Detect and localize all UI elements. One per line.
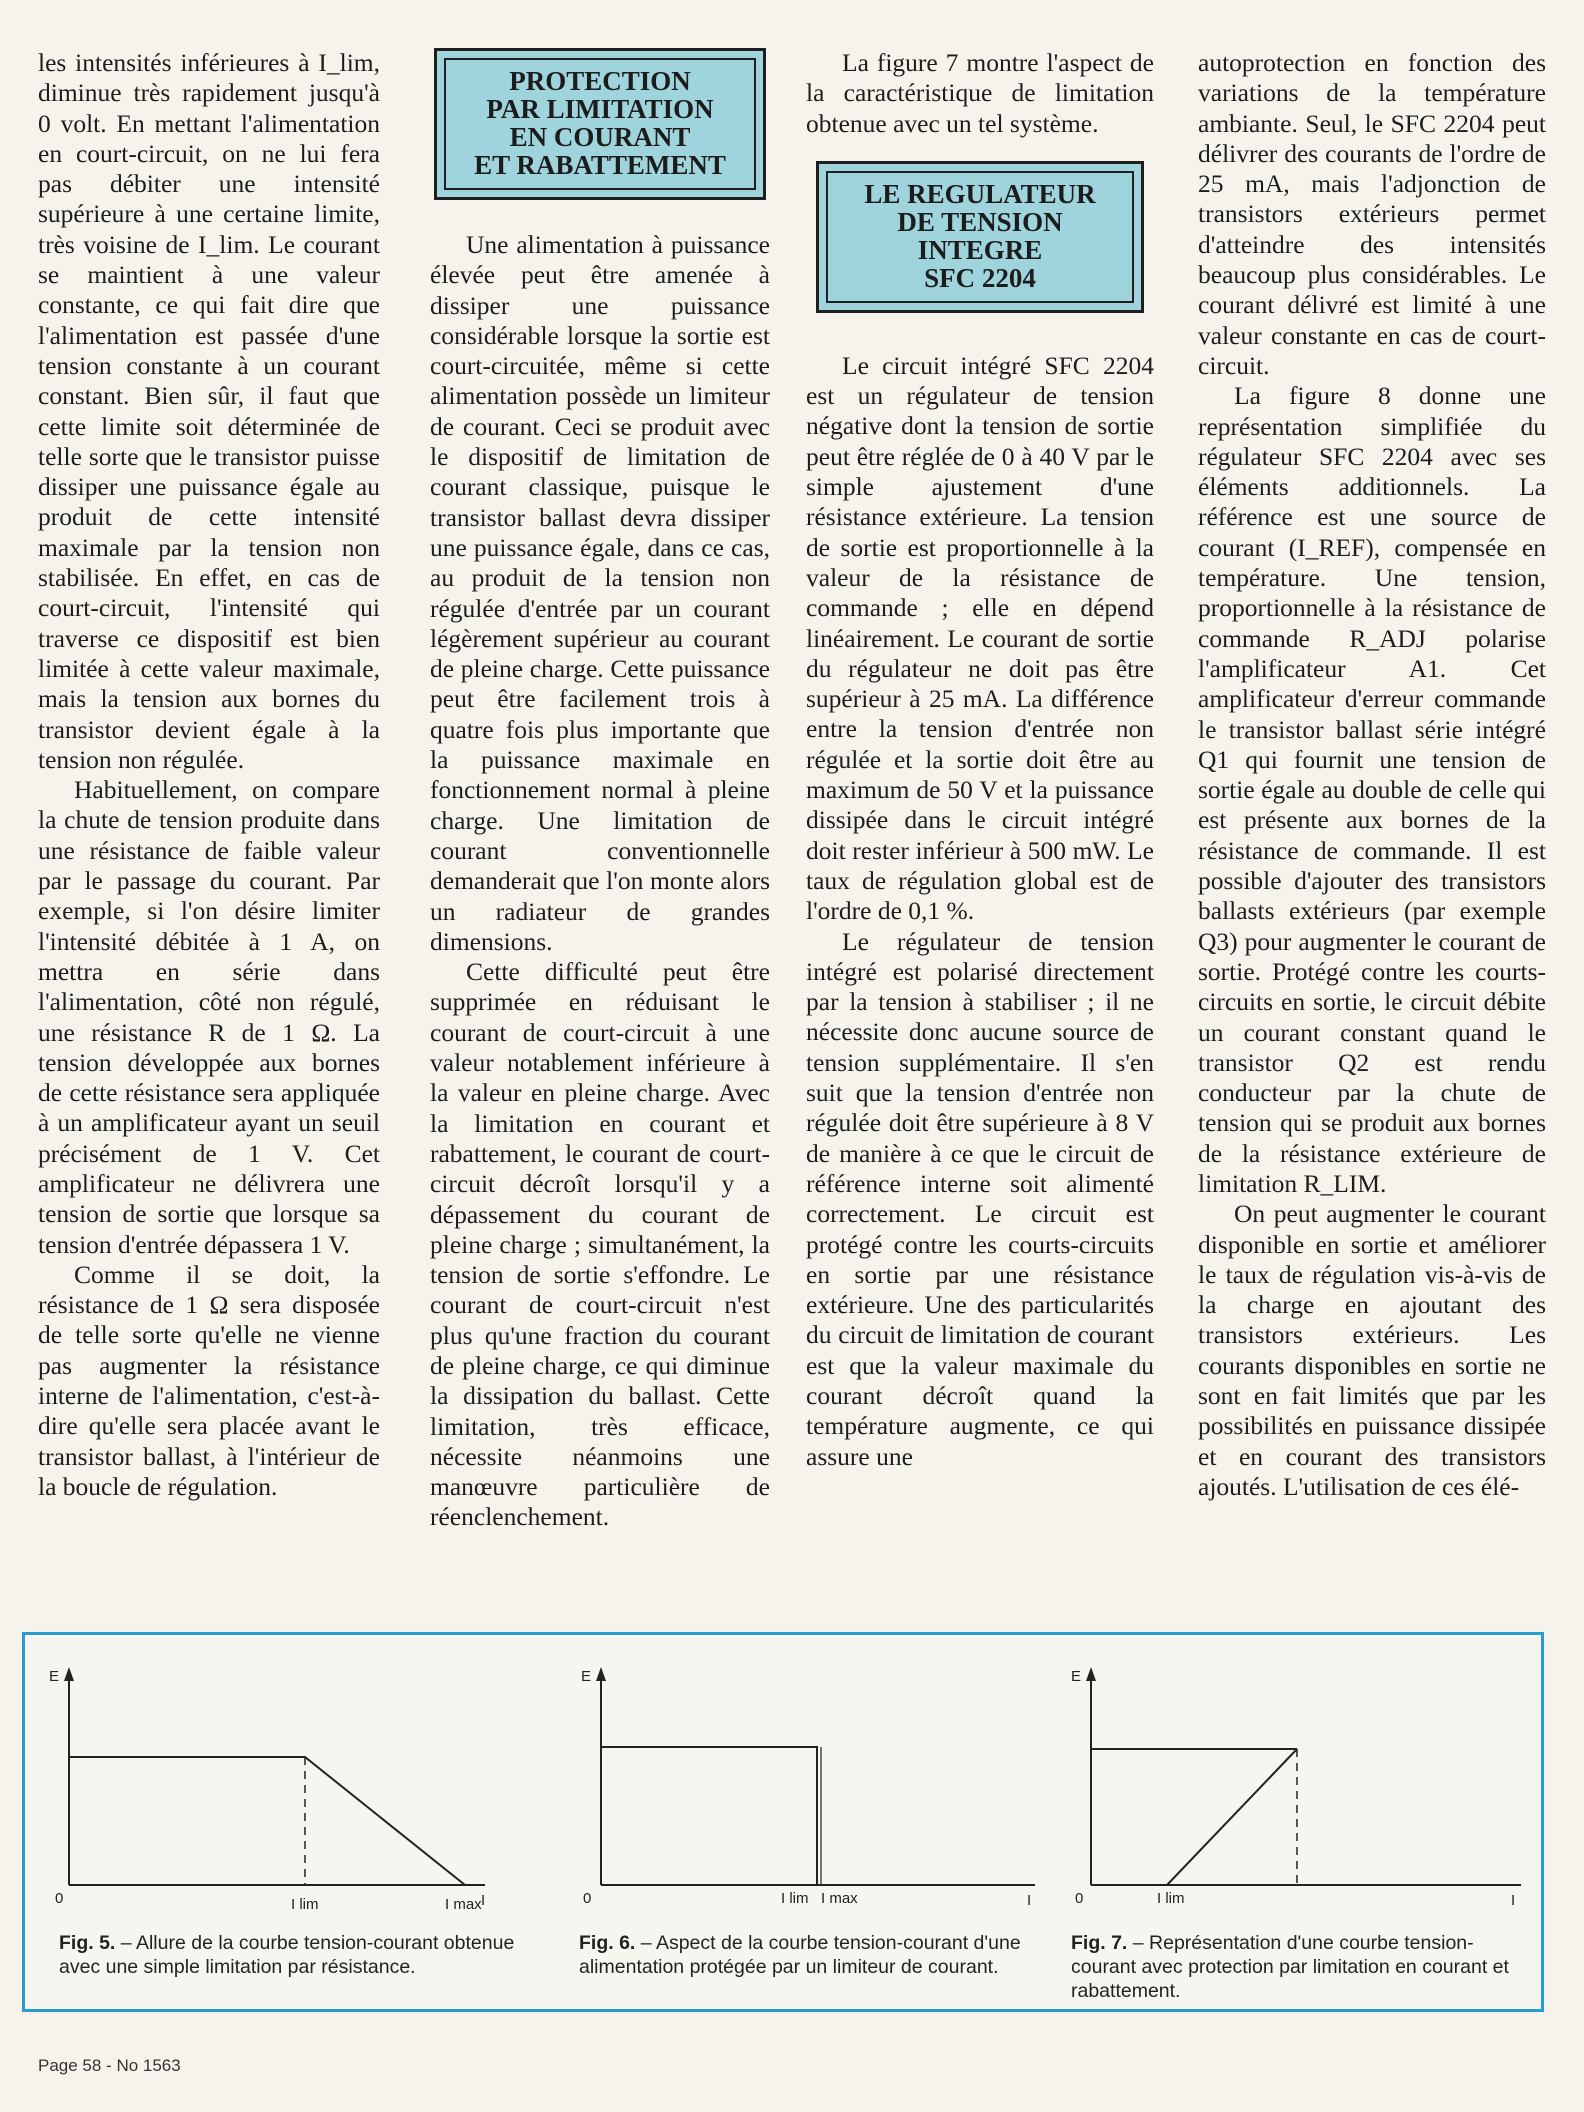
tick-label-ilim: I lim — [291, 1896, 319, 1913]
figure-5-caption — [59, 1931, 519, 1979]
figure-7-graph — [1061, 1641, 1531, 1927]
paragraph: La figure 7 montre l'aspect de la caractéristique de limitation obtenue avec un tel système. — [806, 48, 1154, 138]
curve — [69, 1757, 465, 1885]
figure-6-caption — [579, 1931, 1039, 1979]
caption-label: Fig. 6. — [579, 1932, 636, 1954]
x-axis-label: I — [1511, 1892, 1516, 1909]
paragraph: Le régulateur de tension intégré est polarisé directement par la tension à stabiliser ; il ne nécessite donc aucune source de tension supplémentaire. Il s'en suit que la tension d'entrée non régulée doit être supérieure à 8 V de manière à ce que le circuit de référence interne soit alimenté correctement. Le circuit est protégé contre les courts-circuits en sortie par une résistance extérieure. Une des particularités du circuit de limitation de courant est que la valeur maximale du courant décroît quand la température augmente, ce qui assure une — [806, 926, 1154, 1471]
column-1 — [38, 48, 380, 1502]
figure-5-graph — [45, 1641, 525, 1927]
section-title-line: SFC 2204 — [924, 262, 1036, 293]
x-axis-label: I — [481, 1892, 486, 1909]
section-title-line: PAR LIMITATION — [486, 94, 714, 124]
figure-7 — [1061, 1641, 1531, 2002]
y-axis-arrow — [64, 1667, 74, 1681]
origin-label: 0 — [55, 1890, 64, 1907]
figure-6 — [565, 1641, 1045, 1978]
paragraph: Comme il se doit, la résistance de 1 Ω sera disposée de telle sorte qu'elle ne vienne pas augmenter la résistance interne de l'alimentation, c'est-à-dire qu'elle sera placée avant le transistor ballast, à l'intérieur de la boucle de régulation. — [38, 1259, 380, 1501]
curve-foldback — [1167, 1749, 1297, 1885]
caption-text: – Aspect de la courbe tension-courant d'une alimentation protégée par un limiteur de courant. — [579, 1932, 1021, 1978]
section-title-line: LE REGULATEUR — [864, 178, 1096, 209]
paragraph: les intensités inférieures à I_lim, diminue très rapidement jusqu'à 0 volt. En mettant l'alimentation en court-circuit, on ne lui fera pas débiter une intensité supérieure à une certaine limite, très voisine de I_lim. Le courant se maintient à une valeur constante, ce qui fait dire que l'alimentation est passée d'une tension constante à un courant constant. Bien sûr, il faut que cette limite soit déterminée de telle sorte que le transistor puisse dissiper une puissance égale au produit de cette intensité maximale par la tension non stabilisée. En effet, en cas de court-circuit, l'intensité qui traverse ce dispositif est bien limitée à cette valeur maximale, mais la tension aux bornes du transistor devient égale à la tension non régulée. — [38, 48, 380, 774]
paragraph: autoprotection en fonction des variations de la température ambiante. Seul, le SFC 2204 peut délivrer des courants de l'ordre de 25 mA, mais l'adjonction de transistors extérieurs permet d'atteindre des intensités beaucoup plus considérables. Le courant délivré est limité à une valeur constante en cas de court-circuit. — [1198, 48, 1546, 380]
y-axis-label: E — [1071, 1668, 1082, 1685]
tick-label-ilim: I lim — [781, 1890, 809, 1907]
origin-label: 0 — [1075, 1890, 1084, 1907]
section-title-line: INTEGRE — [917, 234, 1043, 265]
column-4 — [1198, 48, 1546, 1502]
caption-label: Fig. 5. — [59, 1932, 116, 1954]
figure-7-caption — [1071, 1931, 1527, 2003]
y-axis-arrow — [1086, 1667, 1096, 1681]
y-axis-label: E — [49, 1668, 60, 1685]
y-axis-label: E — [581, 1668, 592, 1685]
paragraph: Cette difficulté peut être supprimée en réduisant le courant de court-circuit à une valeur notablement inférieure à la valeur en pleine charge. Avec la limitation en courant et rabattement, le courant de court-circuit décroît lorsqu'il y a dépassement du courant de pleine charge ; simultanément, la tension de sortie s'effondre. Le courant de court-circuit n'est plus qu'une fraction du courant de pleine charge, ce qui diminue la dissipation du ballast. Cette limitation, très efficace, nécessite néanmoins une manœuvre particulière de réenclenchement. — [430, 957, 770, 1532]
section-title-protection — [434, 48, 766, 200]
figures-panel — [22, 1632, 1544, 2012]
paragraph: La figure 8 donne une représentation simplifiée du régulateur SFC 2204 avec ses éléments additionnels. La référence est une source de courant (I_REF), compensée en température. Une tension, proportionnelle à la résistance de commande R_ADJ polarise l'amplificateur A1. Cet amplificateur d'erreur commande le transistor ballast série intégré Q1 qui fournit une tension de sortie égale au double de celle qui est présente aux bornes de la résistance de commande. Il est possible d'ajouter des transistors ballasts extérieurs (par exemple Q3) pour augmenter le courant de sortie. Protégé contre les courts-circuits en sortie, le circuit débite un courant constant quand le transistor Q2 est rendu conducteur par la chute de tension qui se produit aux bornes de la résistance extérieure de limitation R_LIM. — [1198, 381, 1546, 1198]
section-title-regulateur — [816, 161, 1144, 313]
paragraph: Habituellement, on compare la chute de tension produite dans une résistance de faible valeur par le passage du courant. Par exemple, si l'on désire limiter l'intensité débitée à 1 A, on mettra en série dans l'alimentation, côté non régulé, une résistance R de 1 Ω. La tension développée aux bornes de cette résistance sera appliquée à un amplificateur ayant un seuil précisément de 1 V. Cet amplificateur ne délivrera une tension de sortie que lorsque sa tension d'entrée dépassera 1 V. — [38, 775, 380, 1259]
tick-label-imax: I max — [445, 1896, 482, 1913]
curve — [601, 1747, 817, 1885]
caption-label: Fig. 7. — [1071, 1932, 1128, 1954]
tick-label-ilim: I lim — [1157, 1890, 1185, 1907]
page-footer: Page 58 - No 1563 — [38, 2056, 181, 2075]
paragraph: Une alimentation à puissance élevée peut être amenée à dissiper une puissance considérable lorsque la sortie est court-circuitée, même si cette alimentation possède un limiteur de courant. Ceci se produit avec le dispositif de limitation de courant classique, puisque le transistor ballast devra dissiper une puissance égale, dans ce cas, au produit de la tension non régulée d'entrée par un courant légèrement supérieur au courant de pleine charge. Cette puissance peut être facilement trois à quatre fois plus importante que la puissance maximale en fonctionnement normal à pleine charge. Une limitation de courant conventionnelle demanderait que l'on monte alors un radiateur de grandes dimensions. — [430, 230, 770, 956]
y-axis-arrow — [596, 1667, 606, 1681]
tick-label-imax: I max — [821, 1890, 858, 1907]
caption-text: – Représentation d'une courbe tension-courant avec protection par limitation en courant et rabattement. — [1071, 1932, 1509, 2002]
section-title-line: DE TENSION — [897, 206, 1063, 237]
caption-text: – Allure de la courbe tension-courant obtenue avec une simple limitation par résistance. — [59, 1932, 515, 1978]
paragraph: On peut augmenter le courant disponible en sortie et améliorer le taux de régulation vis-à-vis de la charge en ajoutant des transistors extérieurs. Les courants disponibles en sortie ne sont en fait limités que par les possibilités en puissance dissipée et en courant des transistors ajoutés. L'utilisation de ces élé- — [1198, 1199, 1546, 1501]
section-title-line: EN COURANT — [509, 122, 691, 152]
column-2 — [430, 48, 770, 1533]
section-title-line: ET RABATTEMENT — [474, 150, 726, 180]
section-title-line: PROTECTION — [509, 66, 691, 96]
origin-label: 0 — [583, 1890, 592, 1907]
x-axis-label: I — [1027, 1892, 1032, 1909]
figure-6-graph — [565, 1641, 1045, 1927]
column-3 — [806, 48, 1154, 1472]
paragraph: Le circuit intégré SFC 2204 est un régulateur de tension négative dont la tension de sortie peut être réglée de 0 à 40 V par le simple ajustement d'une résistance extérieure. La tension de sortie est proportionnelle à la valeur de la résistance de commande ; elle en dépend linéairement. Le courant de sortie du régulateur ne doit pas être supérieur à 25 mA. La différence entre la tension d'entrée non régulée et la sortie doit être au maximum de 50 V et la puissance dissipée dans le circuit intégré doit rester inférieur à 500 mW. Le taux de régulation global est de l'ordre de 0,1 %. — [806, 350, 1154, 926]
figure-5 — [45, 1641, 525, 1978]
